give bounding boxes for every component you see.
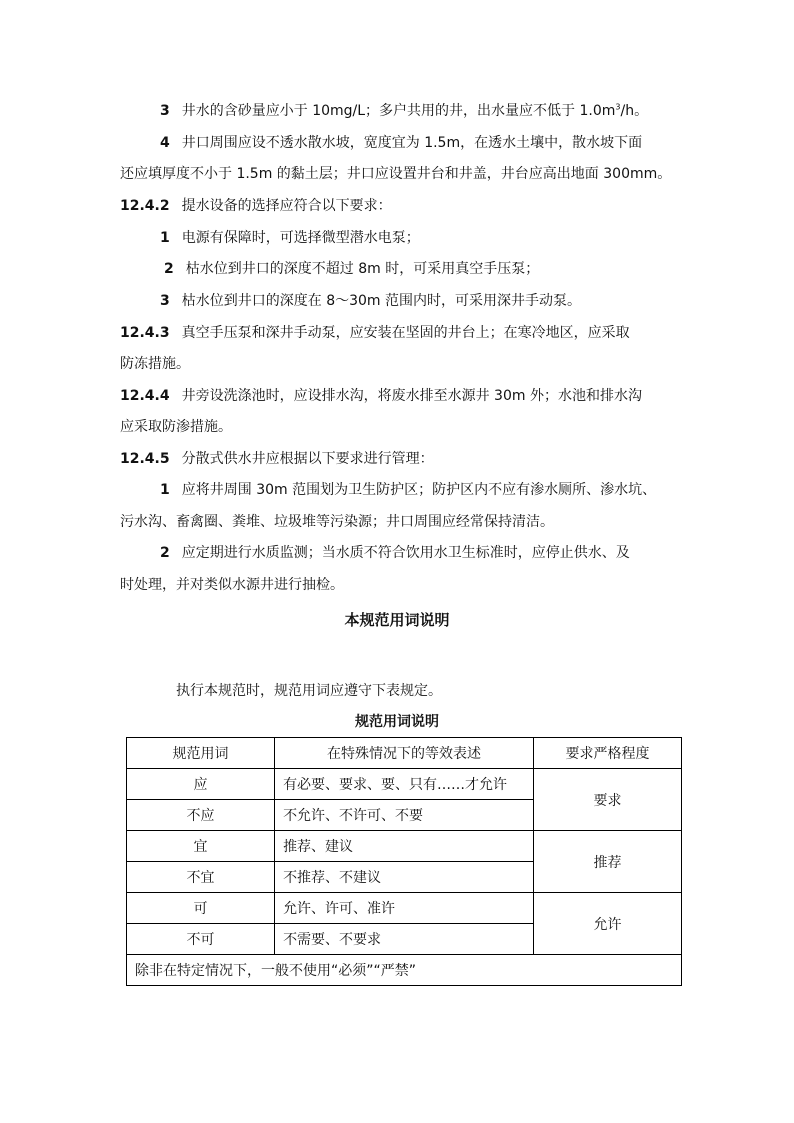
section-number: 12.4.3 [120,325,170,341]
level-cell: 要求 [533,769,681,831]
section-number: 12.4.2 [120,198,170,214]
item-text: 污水沟、畜禽圈、粪堆、垃圾堆等污染源；井口周围应经常保持清洁。 [120,514,554,530]
section-12-4-3-cont [120,354,190,374]
term-cell: 不应 [127,800,275,831]
item-text: 应定期进行水质监测；当水质不符合饮用水卫生标准时，应停止供水、及 [181,545,630,561]
list-item [160,228,420,248]
section-text: 分散式供水井应根据以下要求进行管理： [181,451,434,467]
section-number: 12.4.5 [120,451,170,467]
equiv-cell: 有必要、要求、要、只有……才允许 [275,769,534,800]
term-cell: 可 [127,893,275,924]
equiv-cell: 允许、许可、准许 [275,893,534,924]
term-cell: 应 [127,769,275,800]
term-cell: 宜 [127,831,275,862]
item-number: 3 [160,103,170,119]
superscript: 3 [615,102,621,112]
table-note: 除非在特定情况下，一般不使用“必须”“严禁” [127,955,682,986]
appendix-heading: 本规范用词说明 [344,611,450,629]
item-number: 1 [160,230,170,246]
level-cell: 允许 [533,893,681,955]
list-item [164,259,539,279]
section-12-4-2 [120,196,392,216]
section-text: 提水设备的选择应符合以下要求： [181,198,392,214]
item-text: 时处理，并对类似水源井进行抽检。 [120,577,344,593]
equiv-cell: 不推荐、不建议 [275,862,534,893]
item-number: 2 [164,261,174,277]
table-row [127,769,682,800]
table-header: 规范用词 [127,738,275,769]
clause-item-4 [160,133,642,153]
list-item-cont [120,575,344,595]
table-header: 在特殊情况下的等效表述 [275,738,534,769]
table-row [127,831,682,862]
list-item [160,543,630,563]
section-text: 井旁设洗涤池时，应设排水沟，将废水排至水源井 30m 外；水池和排水沟 [181,388,642,404]
item-text: 还应填厚度不小于 1.5m 的黏土层；井口应设置井台和井盖，井台应高出地面 300mm。 [120,166,672,182]
item-text: 应将井周围 30m 范围划为卫生防护区；防护区内不应有渗水厕所、渗水坑、 [181,482,657,498]
item-text: 枯水位到井口的深度在 8～30m 范围内时，可采用深井手动泵。 [181,293,582,309]
list-item [160,480,656,500]
item-number: 4 [160,135,170,151]
item-text: 井水的含砂量应小于 10mg/L；多户共用的井，出水量应不低于 1.0m [181,103,616,119]
section-12-4-4-cont [120,417,232,437]
clause-item-4-cont [120,164,671,184]
section-number: 12.4.4 [120,388,170,404]
clause-item-3 [160,101,648,121]
equiv-cell: 不允许、不许可、不要 [275,800,534,831]
equiv-cell: 推荐、建议 [275,831,534,862]
item-text-tail: /h。 [620,103,649,119]
item-text: 井口周围应设不透水散水坡，宽度宜为 1.5m，在透水土壤中，散水坡下面 [181,135,643,151]
table-header-row [127,738,682,769]
item-text: 枯水位到井口的深度不超过 8m 时，可采用真空手压泵； [185,261,540,277]
appendix-intro: 执行本规范时，规范用词应遵守下表规定。 [176,683,442,699]
term-cell: 不宜 [127,862,275,893]
section-12-4-5 [120,449,434,469]
section-text: 真空手压泵和深井手动泵，应安装在坚固的井台上；在寒冷地区，应采取 [181,325,630,341]
term-cell: 不可 [127,924,275,955]
equiv-cell: 不需要、不要求 [275,924,534,955]
item-number: 1 [160,482,170,498]
table-header: 要求严格程度 [533,738,681,769]
level-cell: 推荐 [533,831,681,893]
table-note-row [127,955,682,986]
section-12-4-4 [120,386,642,406]
section-text: 防冻措施。 [120,356,190,372]
list-item [160,291,581,311]
item-number: 3 [160,293,170,309]
terms-table [126,737,682,986]
list-item-cont [120,512,554,532]
item-text: 电源有保障时，可选择微型潜水电泵； [181,230,420,246]
section-12-4-3 [120,323,630,343]
item-number: 2 [160,545,170,561]
table-row [127,893,682,924]
section-text: 应采取防渗措施。 [120,419,232,435]
table-caption: 规范用词说明 [355,714,439,730]
